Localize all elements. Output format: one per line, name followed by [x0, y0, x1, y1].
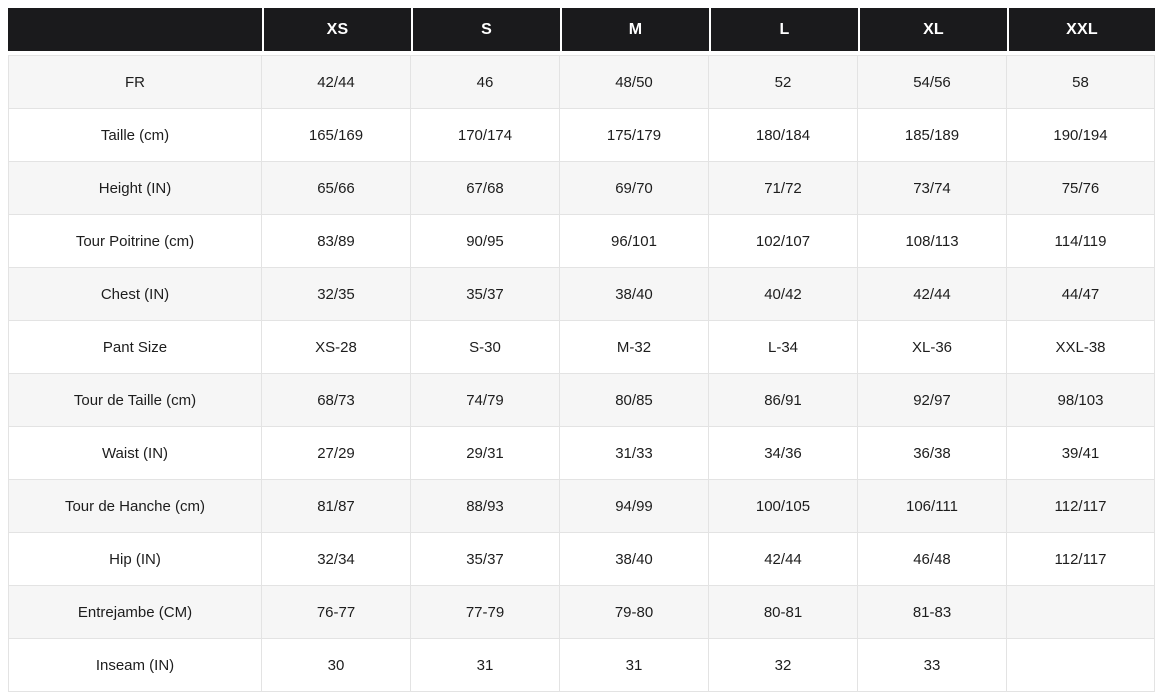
table-cell: 38/40: [560, 268, 709, 321]
table-cell: 35/37: [411, 533, 560, 586]
row-label: Tour de Hanche (cm): [8, 480, 262, 533]
column-header-xxl: XXL: [1007, 8, 1155, 55]
table-cell: XXL-38: [1007, 321, 1155, 374]
table-row-chest-in: [8, 268, 1155, 321]
row-label: Hip (IN): [8, 533, 262, 586]
table-cell: 39/41: [1007, 427, 1155, 480]
column-header-l: L: [709, 8, 858, 55]
row-label: Height (IN): [8, 162, 262, 215]
table-row-tour-poitrine-cm: [8, 215, 1155, 268]
table-row-fr: [8, 55, 1155, 109]
table-cell: 32: [709, 639, 858, 692]
table-cell: 165/169: [262, 109, 411, 162]
table-cell: 31: [411, 639, 560, 692]
row-label: Waist (IN): [8, 427, 262, 480]
table-cell: 98/103: [1007, 374, 1155, 427]
table-cell: 86/91: [709, 374, 858, 427]
table-cell: 100/105: [709, 480, 858, 533]
table-row-height-in: [8, 162, 1155, 215]
table-cell: 31/33: [560, 427, 709, 480]
table-row-tour-de-taille-cm: [8, 374, 1155, 427]
table-cell: 112/117: [1007, 480, 1155, 533]
table-cell: 83/89: [262, 215, 411, 268]
table-cell: 42/44: [858, 268, 1007, 321]
table-cell: 32/35: [262, 268, 411, 321]
table-cell: XS-28: [262, 321, 411, 374]
table-cell: 46/48: [858, 533, 1007, 586]
table-cell: 94/99: [560, 480, 709, 533]
table-cell: 170/174: [411, 109, 560, 162]
table-cell: [1007, 639, 1155, 692]
table-row-entrejambe-cm: [8, 586, 1155, 639]
table-cell: 42/44: [262, 55, 411, 109]
table-cell: 32/34: [262, 533, 411, 586]
table-cell: 75/76: [1007, 162, 1155, 215]
column-header-blank: [8, 8, 262, 55]
table-cell: 81/87: [262, 480, 411, 533]
table-cell: 175/179: [560, 109, 709, 162]
table-cell: 108/113: [858, 215, 1007, 268]
row-label: Taille (cm): [8, 109, 262, 162]
table-cell: 74/79: [411, 374, 560, 427]
table-cell: 40/42: [709, 268, 858, 321]
table-cell: 81-83: [858, 586, 1007, 639]
table-cell: 30: [262, 639, 411, 692]
table-cell: 36/38: [858, 427, 1007, 480]
table-cell: 106/111: [858, 480, 1007, 533]
table-cell: 88/93: [411, 480, 560, 533]
table-cell: 114/119: [1007, 215, 1155, 268]
table-cell: 52: [709, 55, 858, 109]
table-cell: 31: [560, 639, 709, 692]
table-cell: 80/85: [560, 374, 709, 427]
table-cell: 67/68: [411, 162, 560, 215]
header-row: [8, 8, 1155, 55]
table-cell: 190/194: [1007, 109, 1155, 162]
row-label: FR: [8, 55, 262, 109]
table-cell: 73/74: [858, 162, 1007, 215]
table-cell: L-34: [709, 321, 858, 374]
table-cell: 35/37: [411, 268, 560, 321]
table-cell: 180/184: [709, 109, 858, 162]
table-row-inseam-in: [8, 639, 1155, 692]
column-header-s: S: [411, 8, 560, 55]
table-cell: 42/44: [709, 533, 858, 586]
table-cell: 29/31: [411, 427, 560, 480]
table-cell: S-30: [411, 321, 560, 374]
row-label: Entrejambe (CM): [8, 586, 262, 639]
table-cell: 92/97: [858, 374, 1007, 427]
table-cell: 77-79: [411, 586, 560, 639]
table-cell: 34/36: [709, 427, 858, 480]
row-label: Tour de Taille (cm): [8, 374, 262, 427]
table-cell: 185/189: [858, 109, 1007, 162]
row-label: Pant Size: [8, 321, 262, 374]
table-cell: 80-81: [709, 586, 858, 639]
table-cell: 58: [1007, 55, 1155, 109]
table-cell: 46: [411, 55, 560, 109]
table-cell: 68/73: [262, 374, 411, 427]
row-label: Tour Poitrine (cm): [8, 215, 262, 268]
table-row-waist-in: [8, 427, 1155, 480]
row-label: Inseam (IN): [8, 639, 262, 692]
row-label: Chest (IN): [8, 268, 262, 321]
table-cell: 96/101: [560, 215, 709, 268]
table-row-taille-cm: [8, 109, 1155, 162]
table-cell: 38/40: [560, 533, 709, 586]
table-cell: 79-80: [560, 586, 709, 639]
table-cell: 48/50: [560, 55, 709, 109]
column-header-xs: XS: [262, 8, 411, 55]
table-cell: [1007, 586, 1155, 639]
table-row-pant-size: [8, 321, 1155, 374]
column-header-xl: XL: [858, 8, 1007, 55]
table-cell: M-32: [560, 321, 709, 374]
table-row-hip-in: [8, 533, 1155, 586]
table-cell: 65/66: [262, 162, 411, 215]
table-cell: 69/70: [560, 162, 709, 215]
table-cell: 112/117: [1007, 533, 1155, 586]
table-cell: 71/72: [709, 162, 858, 215]
table-cell: 54/56: [858, 55, 1007, 109]
table-row-tour-de-hanche-cm: [8, 480, 1155, 533]
table-cell: 90/95: [411, 215, 560, 268]
table-cell: 33: [858, 639, 1007, 692]
table-cell: 27/29: [262, 427, 411, 480]
table-cell: 76-77: [262, 586, 411, 639]
table-cell: 44/47: [1007, 268, 1155, 321]
table-cell: 102/107: [709, 215, 858, 268]
table-cell: XL-36: [858, 321, 1007, 374]
size-chart-table: [8, 8, 1155, 692]
column-header-m: M: [560, 8, 709, 55]
